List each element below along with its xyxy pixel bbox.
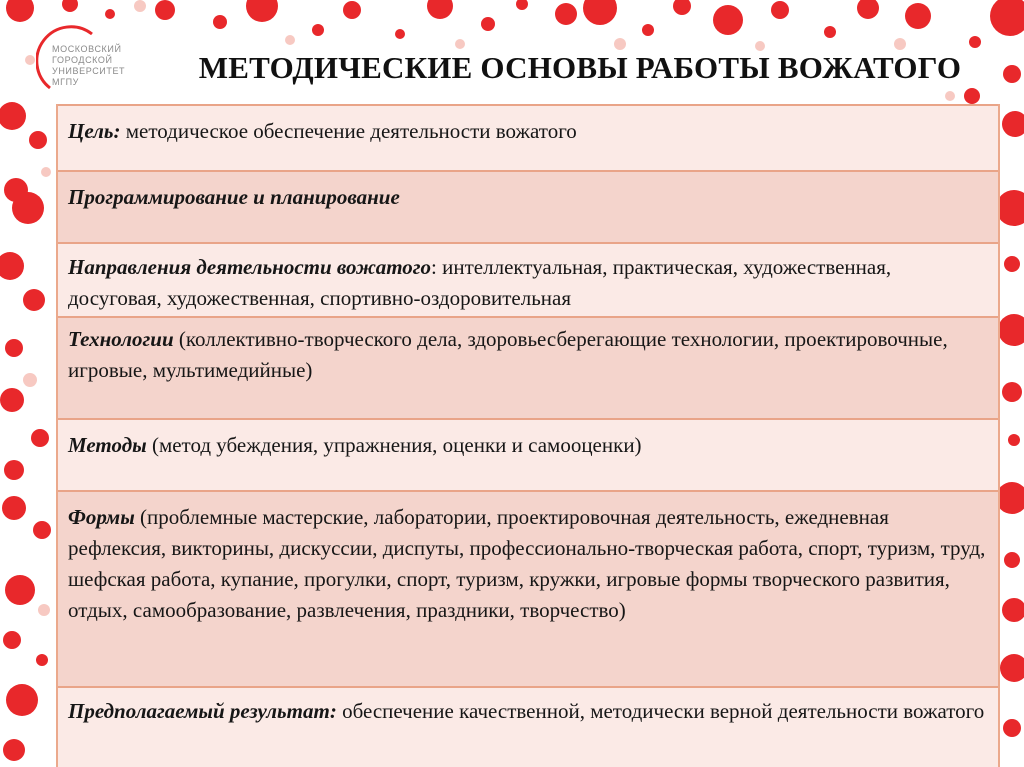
logo-line: МОСКОВСКИЙ [52, 44, 122, 54]
logo-line: УНИВЕРСИТЕТ [52, 66, 126, 76]
page-title: МЕТОДИЧЕСКИЕ ОСНОВЫ РАБОТЫ ВОЖАТОГО [198, 50, 962, 85]
row-text: обеспечение качественной, методически верной деятельности вожатого [336, 699, 985, 723]
table-row-programming [58, 170, 998, 242]
row-label: Технологии [68, 327, 174, 351]
table-row-directions [58, 242, 998, 316]
table-row-result [58, 686, 998, 767]
logo-line: ГОРОДСКОЙ [52, 55, 113, 65]
row-label: Направления деятельности вожатого [68, 255, 432, 279]
row-label: Методы [68, 433, 147, 457]
table-row-goal [58, 104, 998, 170]
row-label: Формы [68, 505, 135, 529]
row-label: Программирование и планирование [68, 185, 400, 209]
row-text: : интеллектуальная, практическая, художественная, досуговая, художественная, спортивно-оздоровительная [68, 255, 892, 310]
university-logo [36, 18, 156, 98]
row-text: (коллективно-творческого дела, здоровьесберегающие технологии, проектировочные, игровые, мультимедийные) [68, 327, 948, 382]
row-label: Предполагаемый результат: [68, 699, 337, 723]
logo-text [52, 44, 125, 88]
row-text: (метод убеждения, упражнения, оценки и самооценки) [146, 433, 642, 457]
row-text: (проблемные мастерские, лаборатории, проектировочная деятельность, ежедневная рефлексия, викторины, дискуссии, диспуты, профессионально-творческая работа, спорт, туризм, труд, шефская работа, купание, прогулки, спорт, туризм, кружки, игровые формы творческого развития, отдых, самообразование, развлечения, праздники, творчество) [68, 505, 986, 622]
table-row-methods [58, 418, 998, 490]
row-label: Цель: [68, 119, 121, 143]
logo-line: МГПУ [52, 77, 79, 87]
table-row-technologies [58, 316, 998, 418]
row-text: методическое обеспечение деятельности вожатого [120, 119, 577, 143]
table-row-forms [58, 490, 998, 686]
content-table [56, 104, 1000, 767]
